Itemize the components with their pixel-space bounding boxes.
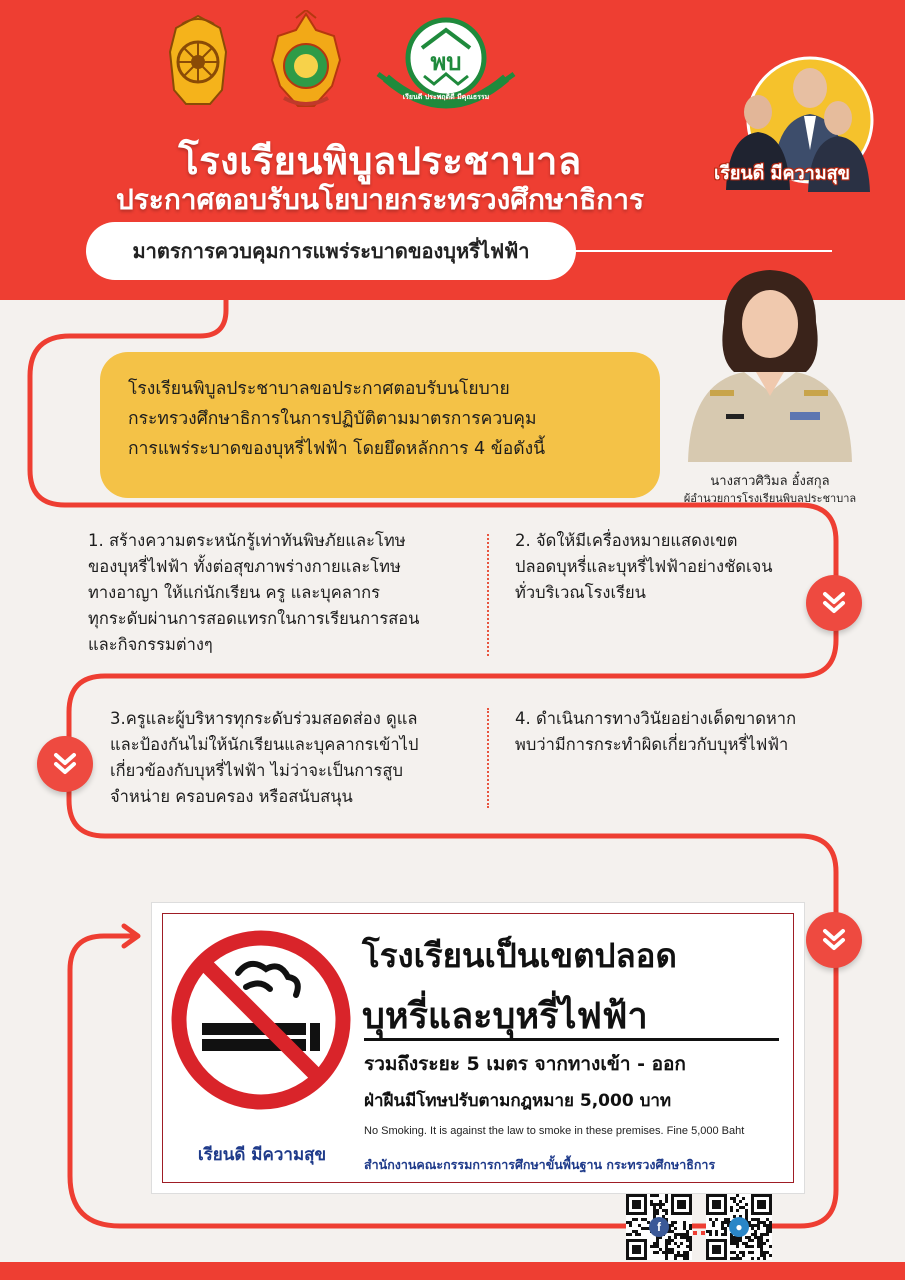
intro-box <box>100 352 660 498</box>
qr-separator <box>693 1220 705 1224</box>
executives-photo <box>712 50 880 212</box>
sign-motto: เรียนดี มีความสุข <box>197 1145 327 1165</box>
measure-line: ทุกระดับผ่านการสอดแทรกในการเรียนการสอน <box>88 609 420 628</box>
exec-banner: เรียนดี มีความสุข <box>714 163 850 184</box>
website-qr-code[interactable] <box>706 1194 772 1260</box>
no-smoking-icon <box>168 927 354 1113</box>
ministry-emblem-icon <box>162 12 234 112</box>
measure-2 <box>515 528 815 606</box>
facebook-qr-code[interactable] <box>626 1194 692 1260</box>
chevron-double-down-icon <box>806 912 862 968</box>
measure-3 <box>110 706 480 810</box>
school-logo-icon <box>368 12 524 122</box>
facebook-icon: f <box>649 1217 669 1237</box>
school-logo-motto: เรียนดี ประพฤติดี มีคุณธรรม <box>402 93 490 101</box>
announcement-subtitle: ประกาศตอบรับนโยบายกระทรวงศึกษาธิการ <box>115 183 644 216</box>
svg-text:พบ: พบ <box>430 48 462 76</box>
sign-distance-text: รวมถึงระยะ 5 เมตร จากทางเข้า - ออก <box>364 1053 686 1075</box>
measure-line: เกี่ยวข้องกับบุหรี่ไฟฟ้า ไม่ว่าจะเป็นการสูบ <box>110 761 403 780</box>
director-photo <box>684 262 856 462</box>
column-divider <box>487 534 489 656</box>
intro-line: การแพร่ระบาดของบุหรี่ไฟฟ้า โดยยึดหลักการ 4 ข้อดังนี้ <box>128 439 546 459</box>
measure-line: 1. สร้างความตระหนักรู้เท่าทันพิษภัยและโทษ <box>88 531 406 550</box>
footer-band <box>0 1262 905 1280</box>
measure-line: พบว่ามีการกระทำผิดเกี่ยวกับบุหรี่ไฟฟ้า <box>515 735 789 754</box>
website-icon: ● <box>729 1217 749 1237</box>
measure-line: ของบุหรี่ไฟฟ้า ทั้งต่อสุขภาพร่างกายและโทษ <box>88 557 401 576</box>
sign-organization: สำนักงานคณะกรรมการการศึกษาขั้นพื้นฐาน กระทรวงศึกษาธิการ <box>364 1157 716 1172</box>
measure-4 <box>515 706 845 758</box>
school-name-title: โรงเรียนพิบูลประชาบาล <box>178 139 582 183</box>
sign-heading-2: บุหรี่และบุหรี่ไฟฟ้า <box>362 996 648 1037</box>
measure-line: ทางอาญา ให้แก่นักเรียน ครู และบุคลากร <box>88 583 380 602</box>
intro-line: โรงเรียนพิบูลประชาบาลขอประกาศตอบรับนโยบาย <box>128 379 510 399</box>
measure-1 <box>88 528 488 658</box>
measure-line: 2. จัดให้มีเครื่องหมายแสดงเขต <box>515 531 738 550</box>
measures-heading-pill: มาตรการควบคุมการแพร่ระบาดของบุหรี่ไฟฟ้า <box>86 222 576 280</box>
sign-heading-1: โรงเรียนเป็นเขตปลอด <box>362 936 677 975</box>
measure-line: และกิจกรรมต่างๆ <box>88 635 213 654</box>
measure-line: ปลอดบุหรี่และบุหรี่ไฟฟ้าอย่างชัดเจน <box>515 557 773 576</box>
director-name: นางสาวศิวิมล อั๋งสกุล <box>710 474 830 489</box>
measure-line: 3.ครูและผู้บริหารทุกระดับร่วมสอดส่อง ดูแล <box>110 709 418 728</box>
sign-english-text: No Smoking. It is against the law to smoke in these premises. Fine 5,000 Baht <box>364 1125 745 1137</box>
obec-emblem-icon <box>262 10 350 114</box>
director-title: ผู้อำนวยการโรงเรียนพิบูลประชาบาล <box>683 492 857 505</box>
measure-line: 4. ดำเนินการทางวินัยอย่างเด็ดขาดหาก <box>515 709 797 728</box>
chevron-double-down-icon <box>37 736 93 792</box>
sign-fine-text: ฝ่าฝืนมีโทษปรับตามกฎหมาย 5,000 บาท <box>364 1091 672 1111</box>
column-divider <box>487 708 489 808</box>
chevron-double-down-icon <box>806 575 862 631</box>
measure-line: ทั่วบริเวณโรงเรียน <box>515 583 646 602</box>
intro-line: กระทรวงศึกษาธิการในการปฏิบัติตามมาตรการควบคุม <box>128 409 537 429</box>
no-smoking-sign <box>152 903 804 1193</box>
measure-line: และป้องกันไม่ให้นักเรียนและบุคลากรเข้าไป <box>110 735 419 754</box>
sign-underline <box>364 1038 779 1041</box>
measure-line: จำหน่าย ครอบครอง หรือสนับสนุน <box>110 787 353 806</box>
heading-divider <box>570 250 832 252</box>
